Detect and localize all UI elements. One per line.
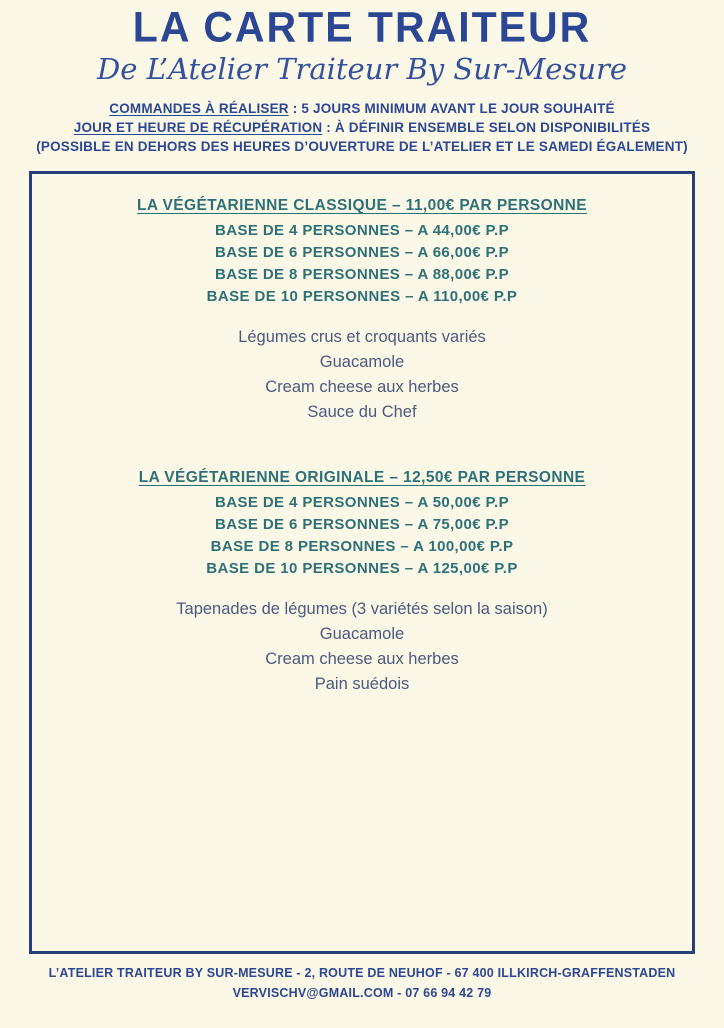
menu-item: Guacamole (319, 353, 405, 371)
menu-item: Cream cheese aux herbes (265, 378, 459, 396)
menu-box (29, 171, 695, 954)
base-price-line: BASE DE 6 PERSONNES – A 75,00€ P.P (214, 516, 509, 533)
footer (0, 963, 724, 1003)
menu-section-classique (32, 197, 692, 425)
menu-item: Sauce du Chef (307, 403, 417, 421)
notice-orders-label: COMMANDES À RÉALISER (109, 101, 289, 116)
notice-pickup-label: JOUR ET HEURE DE RÉCUPÉRATION (73, 120, 323, 135)
base-price-line: BASE DE 10 PERSONNES – A 110,00€ P.P (206, 288, 518, 305)
order-notice (0, 99, 724, 156)
section-heading: LA VÉGÉTARIENNE CLASSIQUE – 11,00€ PAR PERSONNE (136, 197, 588, 214)
notice-line-pickup (0, 118, 724, 137)
notice-line-orders (0, 99, 724, 118)
base-price-line: BASE DE 4 PERSONNES – A 50,00€ P.P (214, 494, 509, 511)
base-price-line: BASE DE 10 PERSONNES – A 125,00€ P.P (206, 560, 518, 577)
menu-item: Tapenades de légumes (3 variétés selon la saison) (176, 600, 548, 618)
section-items (32, 325, 692, 425)
page-subtitle: De L’Atelier Traiteur By Sur-Mesure (96, 52, 628, 86)
page-title: LA CARTE TRAITEUR (132, 3, 592, 51)
menu-item: Cream cheese aux herbes (265, 650, 459, 668)
section-items (32, 597, 692, 697)
footer-address: L’ATELIER TRAITEUR BY SUR-MESURE - 2, ROUTE DE NEUHOF - 67 400 ILLKIRCH-GRAFFENSTADEN (48, 966, 676, 980)
menu-item: Pain suédois (314, 675, 410, 693)
notice-pickup-text: : À DÉFINIR ENSEMBLE SELON DISPONIBILITÉS (322, 120, 651, 135)
section-heading: LA VÉGÉTARIENNE ORIGINALE – 12,50€ PAR PERSONNE (138, 469, 586, 486)
base-price-line: BASE DE 8 PERSONNES – A 88,00€ P.P (214, 266, 509, 283)
notice-line-hours: (POSSIBLE EN DEHORS DES HEURES D’OUVERTURE DE L’ATELIER ET LE SAMEDI ÉGALEMENT) (36, 139, 688, 154)
notice-orders-text: : 5 JOURS MINIMUM AVANT LE JOUR SOUHAITÉ (288, 101, 615, 116)
footer-contact: VERVISCHV@GMAIL.COM - 07 66 94 42 79 (232, 986, 492, 1000)
base-price-line: BASE DE 8 PERSONNES – A 100,00€ P.P (210, 538, 514, 555)
menu-item: Guacamole (319, 625, 405, 643)
base-price-line: BASE DE 4 PERSONNES – A 44,00€ P.P (214, 222, 509, 239)
menu-section-originale (32, 469, 692, 697)
menu-item: Légumes crus et croquants variés (238, 328, 486, 346)
base-price-line: BASE DE 6 PERSONNES – A 66,00€ P.P (214, 244, 509, 261)
